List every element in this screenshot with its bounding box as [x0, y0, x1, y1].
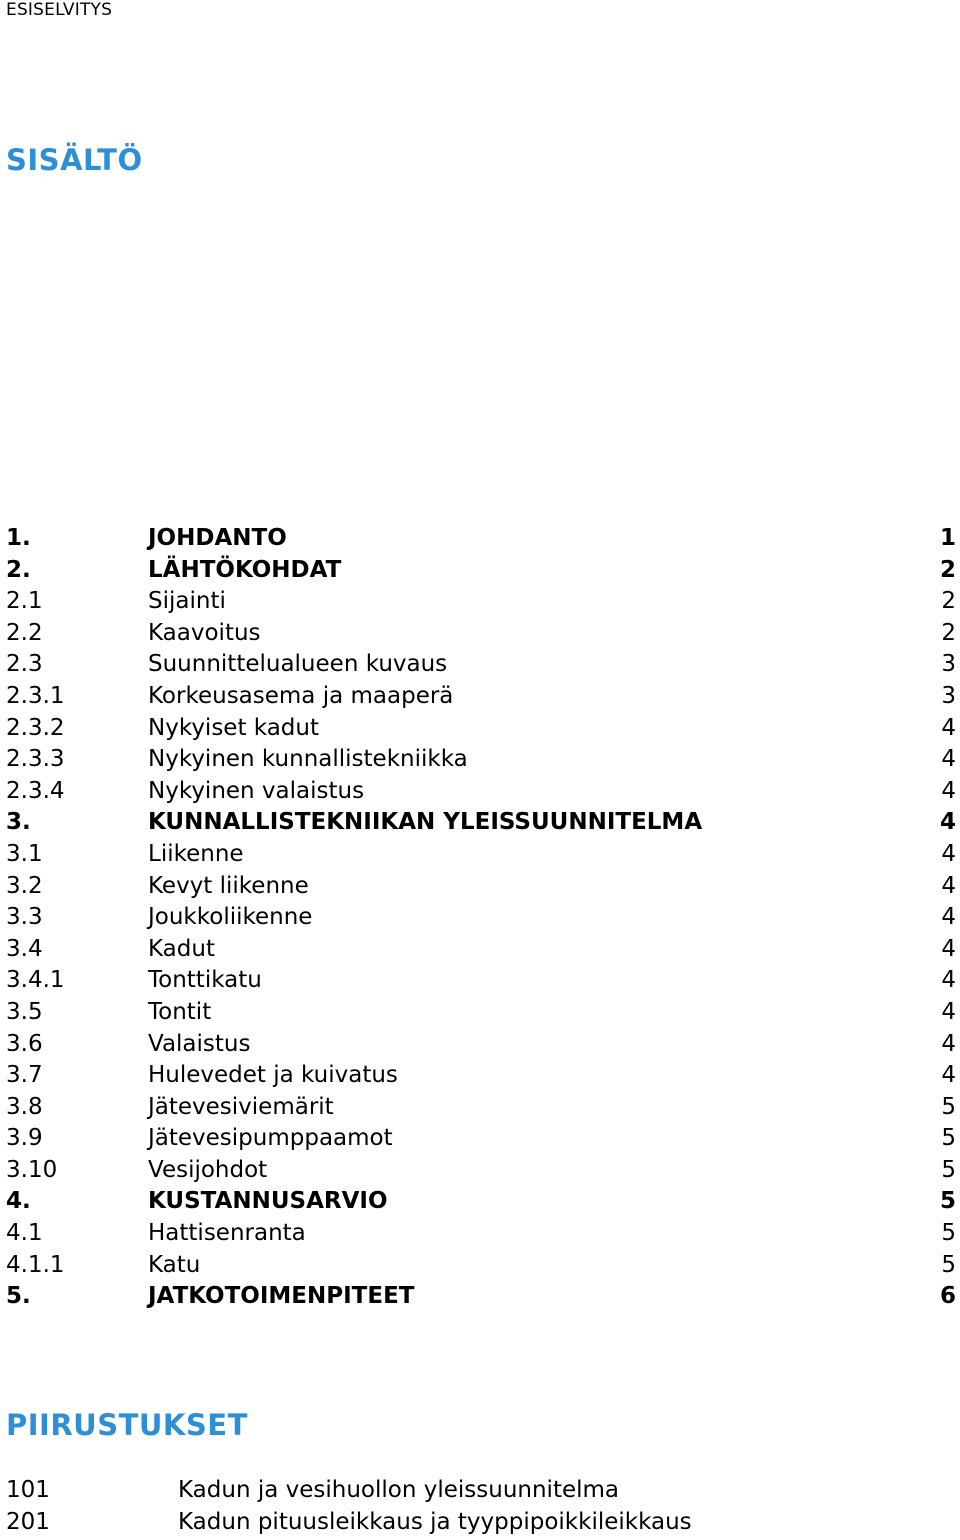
toc-entry-number: 2.3.2 — [6, 714, 65, 741]
toc-entry — [6, 1217, 956, 1249]
toc-entry-page: 4 — [941, 904, 956, 931]
drawing-number: 201 — [6, 1509, 50, 1535]
toc-entry — [6, 585, 956, 617]
toc-entry-page: 3 — [941, 682, 956, 709]
toc-entry-title: KUSTANNUSARVIO — [148, 1188, 388, 1215]
toc-entry — [6, 554, 956, 586]
toc-entry-title: Kevyt liikenne — [148, 872, 309, 899]
toc-entry-page: 4 — [941, 840, 956, 867]
toc-entry-number: 3.10 — [6, 1156, 58, 1183]
toc-entry-page: 2 — [941, 619, 956, 646]
toc-entry-number: 3.3 — [6, 904, 43, 931]
toc-entry-page: 4 — [941, 935, 956, 962]
toc-entry-number: 2.3.1 — [6, 682, 65, 709]
drawings-heading: PIIRUSTUKSET — [6, 1408, 248, 1442]
toc-entry — [6, 648, 956, 680]
drawing-title: Kadun pituusleikkaus ja tyyppipoikkileikkaus — [178, 1509, 692, 1535]
toc-entry-number: 5. — [6, 1283, 31, 1310]
drawing-title: Kadun ja vesihuollon yleissuunnitelma — [178, 1477, 619, 1503]
toc-entry-page: 2 — [939, 556, 956, 583]
toc-entry-number: 1. — [6, 525, 31, 551]
toc-entry-page: 4 — [941, 1030, 956, 1057]
toc-entry-number: 3.4 — [6, 935, 43, 962]
toc-entry-title: Tonttikatu — [148, 967, 262, 994]
toc-entry-title: Hulevedet ja kuivatus — [148, 1062, 398, 1089]
toc-entry-number: 3.7 — [6, 1062, 43, 1089]
toc-entry-page: 5 — [941, 1156, 956, 1183]
toc-entry — [6, 996, 956, 1028]
toc-entry — [6, 680, 956, 712]
toc-entry-number: 3.9 — [6, 1125, 43, 1152]
toc-entry — [6, 1122, 956, 1154]
toc-entry-page: 5 — [941, 1251, 956, 1278]
toc-entry-page: 1 — [939, 525, 956, 551]
toc-entry-page: 4 — [941, 777, 956, 804]
toc-entry-page: 5 — [941, 1093, 956, 1120]
toc-entry-number: 3.5 — [6, 998, 43, 1025]
toc-entry — [6, 522, 956, 554]
toc-entry-title: Jätevesiviemärit — [148, 1093, 334, 1120]
toc-entry-number: 3.6 — [6, 1030, 43, 1057]
toc-entry — [6, 1154, 956, 1186]
toc-entry — [6, 617, 956, 649]
toc-entry-page: 6 — [939, 1283, 956, 1310]
toc-entry — [6, 1280, 956, 1312]
toc-entry-title: Valaistus — [148, 1030, 251, 1057]
toc-entry-number: 3. — [6, 809, 31, 836]
toc-entry-page: 5 — [941, 1220, 956, 1247]
table-of-contents — [6, 522, 956, 1312]
toc-entry-number: 2. — [6, 556, 31, 583]
toc-entry — [6, 775, 956, 807]
toc-entry — [6, 806, 956, 838]
toc-entry — [6, 870, 956, 902]
toc-entry-page: 4 — [941, 967, 956, 994]
toc-entry — [6, 1249, 956, 1281]
toc-entry-number: 3.8 — [6, 1093, 43, 1120]
toc-entry-page: 4 — [941, 998, 956, 1025]
toc-entry-title: Kadut — [148, 935, 215, 962]
toc-entry-page: 2 — [941, 588, 956, 615]
drawings-list — [6, 1474, 956, 1538]
toc-entry-title: Tontit — [148, 998, 212, 1025]
document-header: ESISELVITYS — [6, 0, 113, 20]
toc-entry-page: 4 — [939, 809, 956, 836]
toc-entry-number: 2.3.4 — [6, 777, 65, 804]
toc-entry-page: 5 — [941, 1125, 956, 1152]
toc-entry-title: LÄHTÖKOHDAT — [148, 556, 342, 583]
toc-entry-title: Suunnittelualueen kuvaus — [148, 651, 448, 678]
toc-entry-title: JATKOTOIMENPITEET — [148, 1283, 415, 1310]
drawing-item — [6, 1474, 956, 1506]
toc-entry-number: 4.1.1 — [6, 1251, 65, 1278]
toc-entry-number: 4. — [6, 1188, 31, 1215]
drawing-number: 101 — [6, 1477, 50, 1503]
toc-entry-page: 4 — [941, 714, 956, 741]
toc-entry-page: 4 — [941, 746, 956, 773]
toc-entry-page: 4 — [941, 1062, 956, 1089]
toc-entry-title: Hattisenranta — [148, 1220, 306, 1247]
toc-entry — [6, 1059, 956, 1091]
toc-entry-number: 3.1 — [6, 840, 43, 867]
toc-entry — [6, 1028, 956, 1060]
toc-entry-title: Kaavoitus — [148, 619, 261, 646]
toc-entry-title: Vesijohdot — [148, 1156, 268, 1183]
toc-entry-number: 3.2 — [6, 872, 43, 899]
toc-entry-page: 5 — [939, 1188, 956, 1215]
toc-entry-number: 2.1 — [6, 588, 43, 615]
toc-entry — [6, 1185, 956, 1217]
toc-entry-title: Jätevesipumppaamot — [148, 1125, 393, 1152]
toc-entry-page: 3 — [941, 651, 956, 678]
toc-entry — [6, 901, 956, 933]
toc-entry-page: 4 — [941, 872, 956, 899]
toc-entry-number: 4.1 — [6, 1220, 43, 1247]
toc-entry-title: KUNNALLISTEKNIIKAN YLEISSUUNNITELMA — [148, 809, 703, 836]
toc-entry-title: Nykyiset kadut — [148, 714, 319, 741]
toc-entry-number: 2.3.3 — [6, 746, 65, 773]
toc-entry-number: 3.4.1 — [6, 967, 65, 994]
toc-entry-title: Liikenne — [148, 840, 244, 867]
toc-entry-title: Katu — [148, 1251, 201, 1278]
toc-entry — [6, 964, 956, 996]
toc-entry-number: 2.3 — [6, 651, 43, 678]
toc-entry-title: JOHDANTO — [148, 525, 287, 551]
toc-entry-title: Joukkoliikenne — [148, 904, 313, 931]
toc-entry — [6, 933, 956, 965]
toc-entry-title: Korkeusasema ja maaperä — [148, 682, 454, 709]
toc-entry — [6, 712, 956, 744]
toc-entry-title: Sijainti — [148, 588, 226, 615]
toc-heading: SISÄLTÖ — [6, 143, 143, 177]
toc-entry — [6, 1091, 956, 1123]
toc-entry-title: Nykyinen kunnallistekniikka — [148, 746, 468, 773]
toc-entry — [6, 743, 956, 775]
toc-entry-title: Nykyinen valaistus — [148, 777, 365, 804]
toc-entry — [6, 838, 956, 870]
drawing-item — [6, 1506, 956, 1538]
toc-entry-number: 2.2 — [6, 619, 43, 646]
